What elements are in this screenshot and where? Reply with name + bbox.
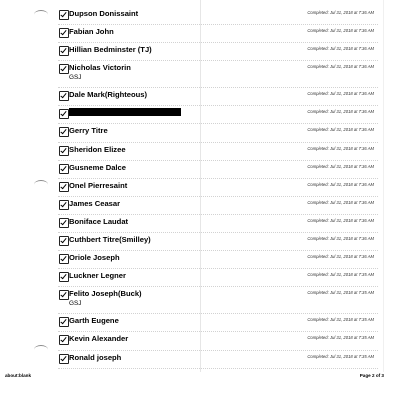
checked-checkbox-icon — [59, 164, 69, 174]
completion-status: Completed: Jul 31, 2018 at 7:35 AM — [307, 353, 374, 359]
list-item — [58, 88, 378, 106]
checked-checkbox-icon — [59, 335, 69, 345]
list-item — [58, 197, 378, 215]
redaction-box — [69, 108, 181, 116]
list-item — [58, 7, 378, 25]
completion-status: Completed: Jul 31, 2018 at 7:36 AM — [307, 254, 374, 260]
completion-status: Completed: Jul 31, 2018 at 7:35 AM — [307, 272, 374, 278]
completion-status: Completed: Jul 31, 2018 at 7:36 AM — [307, 145, 374, 151]
list-item — [58, 106, 378, 124]
completion-status: Completed: Jul 31, 2018 at 7:35 AM — [307, 335, 374, 341]
completion-status: Completed: Jul 31, 2018 at 7:36 AM — [307, 163, 374, 169]
entry-name: Boniface Laudat — [69, 216, 129, 226]
list-item — [58, 332, 378, 350]
completion-status: Completed: Jul 31, 2018 at 7:36 AM — [307, 10, 374, 15]
list-item — [58, 233, 378, 251]
entry-name: Nicholas Victorin — [69, 63, 131, 73]
completion-status: Completed: Jul 31, 2018 at 7:36 AM — [307, 127, 374, 133]
checked-checkbox-icon — [59, 290, 69, 300]
checked-checkbox-icon — [59, 272, 69, 282]
checked-checkbox-icon — [59, 28, 69, 38]
completion-status: Completed: Jul 31, 2018 at 7:36 AM — [307, 28, 374, 34]
checked-checkbox-icon — [59, 10, 69, 20]
completion-status: Completed: Jul 31, 2018 at 7:36 AM — [307, 181, 374, 187]
checked-checkbox-icon — [59, 64, 69, 74]
punch-hole-mark — [34, 180, 48, 189]
entry-name: Oriole Joseph — [69, 253, 120, 263]
entry-name: Kevin Alexander — [69, 334, 129, 344]
completion-status: Completed: Jul 31, 2018 at 7:36 AM — [307, 64, 374, 70]
entry-name: Fabian John — [69, 27, 114, 37]
right-margin-line — [383, 0, 384, 372]
punch-hole-mark — [34, 345, 48, 354]
entry-name: Luckner Legner — [69, 271, 126, 281]
list-item — [58, 251, 378, 269]
checked-checkbox-icon — [59, 354, 69, 364]
entry-name: Hillian Bedminster (TJ) — [69, 45, 152, 55]
list-item — [58, 61, 378, 88]
footer-url: about:blank — [5, 373, 32, 378]
list-item — [58, 179, 378, 197]
checked-checkbox-icon — [59, 182, 69, 192]
entry-name: Dale Mark(Righteous) — [69, 90, 148, 100]
entry-name: James Ceasar — [69, 198, 121, 208]
completion-status: Completed: Jul 31, 2018 at 7:36 AM — [307, 199, 374, 205]
list-item — [58, 143, 378, 161]
completion-status: Completed: Jul 31, 2018 at 7:36 AM — [307, 109, 374, 115]
entry-name: Gerry Titre — [69, 126, 108, 136]
punch-hole-mark — [34, 10, 48, 19]
list-item — [58, 124, 378, 142]
checked-checkbox-icon — [59, 236, 69, 246]
entry-name: Gusneme Dalce — [69, 162, 126, 172]
page-number: Page 2 of 3 — [359, 373, 384, 378]
checked-checkbox-icon — [59, 218, 69, 228]
list-item — [58, 161, 378, 179]
checked-checkbox-icon — [59, 146, 69, 156]
completion-status: Completed: Jul 31, 2018 at 7:36 AM — [307, 91, 374, 97]
checked-checkbox-icon — [59, 317, 69, 327]
list-item — [58, 25, 378, 43]
completion-status: Completed: Jul 31, 2018 at 7:36 AM — [307, 236, 374, 242]
list-item — [58, 43, 378, 61]
checked-checkbox-icon — [59, 46, 69, 56]
list-item — [58, 314, 378, 332]
list-item — [58, 287, 378, 314]
checked-checkbox-icon — [59, 127, 69, 137]
completion-status: Completed: Jul 31, 2018 at 7:36 AM — [307, 46, 374, 52]
entry-group-label: GSJ — [69, 300, 82, 308]
completed-list — [58, 7, 378, 369]
entry-group-label: GSJ — [69, 74, 82, 82]
checked-checkbox-icon — [59, 200, 69, 210]
entry-name: Cuthbert Titre(Smilley) — [69, 235, 151, 245]
entry-name: Dupson Donissaint — [69, 9, 139, 18]
completion-status: Completed: Jul 31, 2018 at 7:35 AM — [307, 317, 374, 323]
checked-checkbox-icon — [59, 91, 69, 101]
completion-status: Completed: Jul 31, 2018 at 7:36 AM — [307, 217, 374, 223]
entry-name: Ronald joseph — [69, 352, 122, 362]
list-item — [58, 351, 378, 369]
checked-checkbox-icon — [59, 254, 69, 264]
list-item — [58, 215, 378, 233]
entry-name: Felito Joseph(Buck) — [69, 289, 142, 299]
entry-name: Garth Eugene — [69, 316, 119, 326]
entry-name: Sheridon Elizee — [69, 144, 126, 154]
completion-status: Completed: Jul 31, 2018 at 7:35 AM — [307, 290, 374, 296]
entry-name: Onel Pierresaint — [69, 180, 128, 190]
checked-checkbox-icon — [59, 109, 69, 119]
list-item — [58, 269, 378, 287]
